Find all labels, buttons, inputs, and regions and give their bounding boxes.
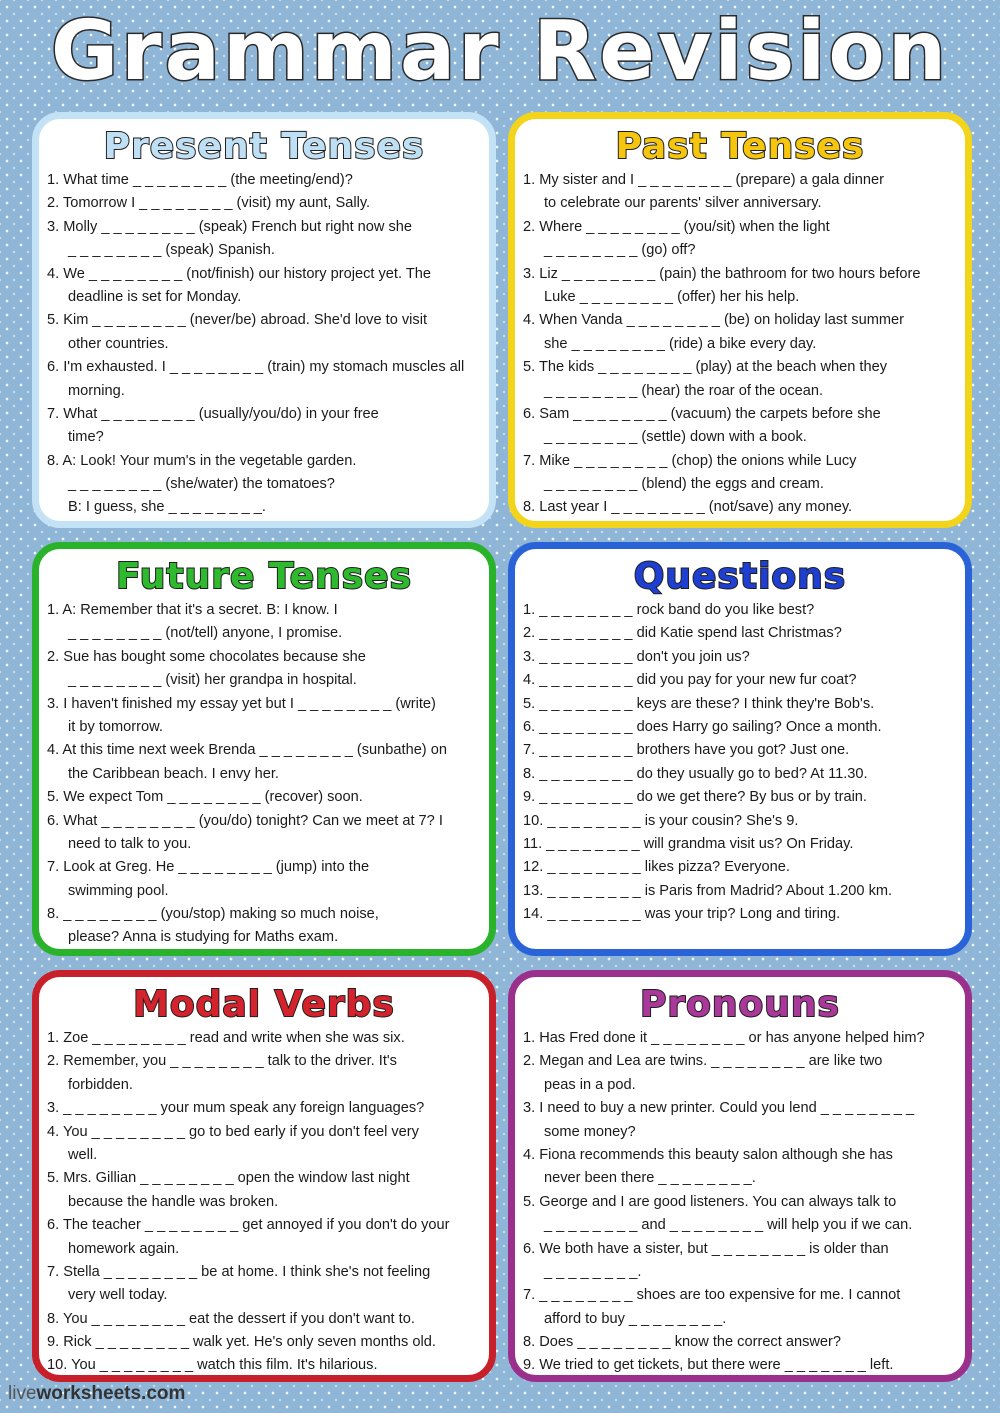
- exercise-line: 4. At this time next week Brenda _ _ _ _ _ _ _ _ (sunbathe) on: [47, 742, 447, 759]
- exercise-line: _ _ _ _ _ _ _ _ (speak) Spanish.: [68, 242, 275, 259]
- exercise-line: forbidden.: [68, 1076, 133, 1093]
- exercise-line: 12. _ _ _ _ _ _ _ _ likes pizza? Everyone.: [523, 859, 790, 876]
- exercise-line: to celebrate our parents' silver anniversary.: [544, 195, 822, 212]
- exercise-line: 13. _ _ _ _ _ _ _ _ is Paris from Madrid? About 1.200 km.: [523, 882, 893, 899]
- section-questions: [508, 542, 972, 956]
- exercise-line: 5. Kim _ _ _ _ _ _ _ _ (never/be) abroad. She'd love to visit: [47, 312, 428, 329]
- exercise-line: 1. _ _ _ _ _ _ _ _ rock band do you like best?: [523, 602, 815, 618]
- exercise-line: 8. _ _ _ _ _ _ _ _ do they usually go to bed? At 11.30.: [523, 765, 868, 782]
- exercise-list: [47, 1027, 487, 1378]
- exercise-line: 9. Rick _ _ _ _ _ _ _ _ walk yet. He's only seven months old.: [47, 1334, 436, 1351]
- exercise-line: 4. We _ _ _ _ _ _ _ _ (not/finish) our history project yet. The: [47, 265, 431, 282]
- exercise-line: 7. _ _ _ _ _ _ _ _ shoes are too expensive for me. I cannot: [523, 1287, 901, 1304]
- section-title: Modal Verbs: [133, 984, 395, 1025]
- exercise-line: homework again.: [68, 1240, 180, 1257]
- exercise-line: 3. I need to buy a new printer. Could you lend _ _ _ _ _ _ _ _: [523, 1100, 915, 1117]
- exercise-list: [47, 169, 487, 520]
- exercise-line: 9. _ _ _ _ _ _ _ _ do we get there? By bus or by train.: [523, 789, 867, 806]
- exercise-line: 1. My sister and I _ _ _ _ _ _ _ _ (prepare) a gala dinner: [523, 172, 884, 188]
- brand-suffix: worksheets.com: [36, 1383, 186, 1404]
- exercise-line: 2. Tomorrow I _ _ _ _ _ _ _ _ (visit) my aunt, Sally.: [47, 195, 371, 212]
- exercise-line: 2. Remember, you _ _ _ _ _ _ _ _ talk to the driver. It's: [47, 1053, 397, 1070]
- section-pronouns: [508, 970, 972, 1382]
- exercise-line: 8. Does _ _ _ _ _ _ _ _ know the correct answer?: [523, 1334, 841, 1351]
- exercise-line: 3. _ _ _ _ _ _ _ _ your mum speak any foreign languages?: [47, 1100, 425, 1117]
- exercise-line: 4. You _ _ _ _ _ _ _ _ go to bed early if you don't feel very: [47, 1123, 419, 1140]
- exercise-line: 11. _ _ _ _ _ _ _ _ will grandma visit us? On Friday.: [523, 835, 854, 852]
- exercise-line: morning.: [68, 382, 125, 399]
- exercise-line: 8. Last year I _ _ _ _ _ _ _ _ (not/save) any money.: [523, 499, 853, 516]
- exercise-line: 4. Fiona recommends this beauty salon although she has: [523, 1146, 893, 1163]
- exercise-line: 6. We both have a sister, but _ _ _ _ _ _ _ _ is older than: [523, 1240, 889, 1257]
- exercise-line: _ _ _ _ _ _ _ _ (blend) the eggs and cream.: [544, 476, 824, 493]
- section-title: Future Tenses: [115, 556, 413, 597]
- exercise-line: need to talk to you.: [68, 835, 192, 852]
- exercise-line: other countries.: [68, 335, 169, 352]
- exercise-line: Luke _ _ _ _ _ _ _ _ (offer) her his help.: [544, 288, 800, 305]
- exercise-line: 3. Molly _ _ _ _ _ _ _ _ (speak) French but right now she: [47, 218, 413, 235]
- exercise-line: 7. Look at Greg. He _ _ _ _ _ _ _ _ (jump) into the: [47, 859, 370, 876]
- brand-logo: [8, 1383, 185, 1405]
- exercise-line: 7. Stella _ _ _ _ _ _ _ _ be at home. I think she's not feeling: [47, 1263, 431, 1280]
- exercise-line: _ _ _ _ _ _ _ _ (visit) her grandpa in hospital.: [68, 672, 357, 689]
- page-title: Grammar Revision: [50, 4, 950, 99]
- exercise-line: never been there _ _ _ _ _ _ _ _.: [544, 1170, 756, 1187]
- exercise-line: 5. _ _ _ _ _ _ _ _ keys are these? I think they're Bob's.: [523, 695, 875, 712]
- exercise-list: [523, 1027, 963, 1378]
- exercise-line: _ _ _ _ _ _ _ _ (she/water) the tomatoes?: [68, 476, 335, 493]
- exercise-line: 1. What time _ _ _ _ _ _ _ _ (the meeting/end)?: [47, 172, 353, 188]
- exercise-list: [47, 599, 487, 950]
- exercise-line: 3. I haven't finished my essay yet but I _ _ _ _ _ _ _ _ (write): [47, 695, 436, 712]
- exercise-line: 14. _ _ _ _ _ _ _ _ was your trip? Long and tiring.: [523, 906, 841, 923]
- exercise-line: 1. A: Remember that it's a secret. B: I know. I: [47, 602, 338, 618]
- exercise-list: [523, 599, 963, 926]
- exercise-line: 4. When Vanda _ _ _ _ _ _ _ _ (be) on holiday last summer: [523, 312, 905, 329]
- exercise-line: deadline is set for Monday.: [68, 288, 242, 305]
- exercise-line: 9. We tried to get tickets, but there were _ _ _ _ _ _ _ left.: [523, 1357, 894, 1374]
- exercise-line: 10. _ _ _ _ _ _ _ _ is your cousin? She's 9.: [523, 812, 799, 829]
- exercise-line: B: I guess, she _ _ _ _ _ _ _ _.: [68, 499, 266, 516]
- exercise-line: 3. Liz _ _ _ _ _ _ _ _ (pain) the bathroom for two hours before: [523, 265, 921, 282]
- section-title: Past Tenses: [615, 126, 865, 167]
- exercise-line: 6. I'm exhausted. I _ _ _ _ _ _ _ _ (train) my stomach muscles all: [47, 359, 465, 376]
- exercise-line: _ _ _ _ _ _ _ _ (settle) down with a book.: [544, 429, 807, 446]
- exercise-line: swimming pool.: [68, 882, 169, 899]
- exercise-line: 5. George and I are good listeners. You can always talk to: [523, 1193, 897, 1210]
- section-title: Present Tenses: [103, 126, 425, 167]
- exercise-line: _ _ _ _ _ _ _ _ (go) off?: [544, 242, 696, 259]
- exercise-line: 5. We expect Tom _ _ _ _ _ _ _ _ (recover) soon.: [47, 789, 363, 806]
- section-present-tenses: [32, 112, 496, 528]
- exercise-line: 8. You _ _ _ _ _ _ _ _ eat the dessert if you don't want to.: [47, 1310, 415, 1327]
- exercise-line: 7. What _ _ _ _ _ _ _ _ (usually/you/do) in your free: [47, 405, 379, 422]
- exercise-line: because the handle was broken.: [68, 1193, 279, 1210]
- section-future-tenses: [32, 542, 496, 956]
- section-title: Questions: [633, 556, 847, 597]
- section-modal-verbs: [32, 970, 496, 1382]
- exercise-line: _ _ _ _ _ _ _ _.: [544, 1263, 642, 1280]
- exercise-line: _ _ _ _ _ _ _ _ and _ _ _ _ _ _ _ _ will help you if we can.: [544, 1217, 913, 1234]
- exercise-line: 3. _ _ _ _ _ _ _ _ don't you join us?: [523, 648, 750, 665]
- exercise-line: the Caribbean beach. I envy her.: [68, 765, 279, 782]
- exercise-line: 5. The kids _ _ _ _ _ _ _ _ (play) at the beach when they: [523, 359, 887, 376]
- exercise-line: _ _ _ _ _ _ _ _ (hear) the roar of the ocean.: [544, 382, 824, 399]
- exercise-line: well.: [68, 1146, 98, 1163]
- exercise-line: very well today.: [68, 1287, 168, 1304]
- exercise-line: 2. Where _ _ _ _ _ _ _ _ (you/sit) when the light: [523, 218, 830, 235]
- exercise-line: time?: [68, 429, 104, 446]
- section-past-tenses: [508, 112, 972, 528]
- exercise-line: 2. Megan and Lea are twins. _ _ _ _ _ _ _ _ are like two: [523, 1053, 883, 1070]
- exercise-line: 7. _ _ _ _ _ _ _ _ brothers have you got? Just one.: [523, 742, 850, 759]
- exercise-line: 1. Has Fred done it _ _ _ _ _ _ _ _ or has anyone helped him?: [523, 1030, 925, 1046]
- exercise-line: 5. Mrs. Gillian _ _ _ _ _ _ _ _ open the window last night: [47, 1170, 410, 1187]
- exercise-list: [523, 169, 963, 520]
- exercise-line: some money?: [544, 1123, 636, 1140]
- exercise-line: 6. Sam _ _ _ _ _ _ _ _ (vacuum) the carpets before she: [523, 405, 881, 422]
- exercise-line: 2. Sue has bought some chocolates because she: [47, 648, 366, 665]
- exercise-line: peas in a pod.: [544, 1076, 636, 1093]
- exercise-line: _ _ _ _ _ _ _ _ (not/tell) anyone, I promise.: [68, 625, 343, 642]
- exercise-line: 10. You _ _ _ _ _ _ _ _ watch this film. It's hilarious.: [47, 1357, 378, 1374]
- exercise-line: it by tomorrow.: [68, 718, 163, 735]
- exercise-line: 8. _ _ _ _ _ _ _ _ (you/stop) making so much noise,: [47, 906, 379, 923]
- exercise-line: 6. The teacher _ _ _ _ _ _ _ _ get annoyed if you don't do your: [47, 1217, 450, 1234]
- exercise-line: 7. Mike _ _ _ _ _ _ _ _ (chop) the onions while Lucy: [523, 452, 857, 469]
- exercise-line: 4. _ _ _ _ _ _ _ _ did you pay for your new fur coat?: [523, 672, 857, 689]
- exercise-line: 1. Zoe _ _ _ _ _ _ _ _ read and write when she was six.: [47, 1030, 405, 1046]
- exercise-line: afford to buy _ _ _ _ _ _ _ _.: [544, 1310, 727, 1327]
- exercise-line: 6. _ _ _ _ _ _ _ _ does Harry go sailing? Once a month.: [523, 718, 882, 735]
- exercise-line: 6. What _ _ _ _ _ _ _ _ (you/do) tonight? Can we meet at 7? I: [47, 812, 443, 829]
- brand-prefix: live: [8, 1383, 37, 1404]
- section-title: Pronouns: [640, 984, 840, 1025]
- exercise-line: 2. _ _ _ _ _ _ _ _ did Katie spend last Christmas?: [523, 625, 842, 642]
- exercise-line: please? Anna is studying for Maths exam.: [68, 929, 339, 946]
- exercise-line: she _ _ _ _ _ _ _ _ (ride) a bike every day.: [544, 335, 817, 352]
- exercise-line: 8. A: Look! Your mum's in the vegetable garden.: [47, 452, 357, 469]
